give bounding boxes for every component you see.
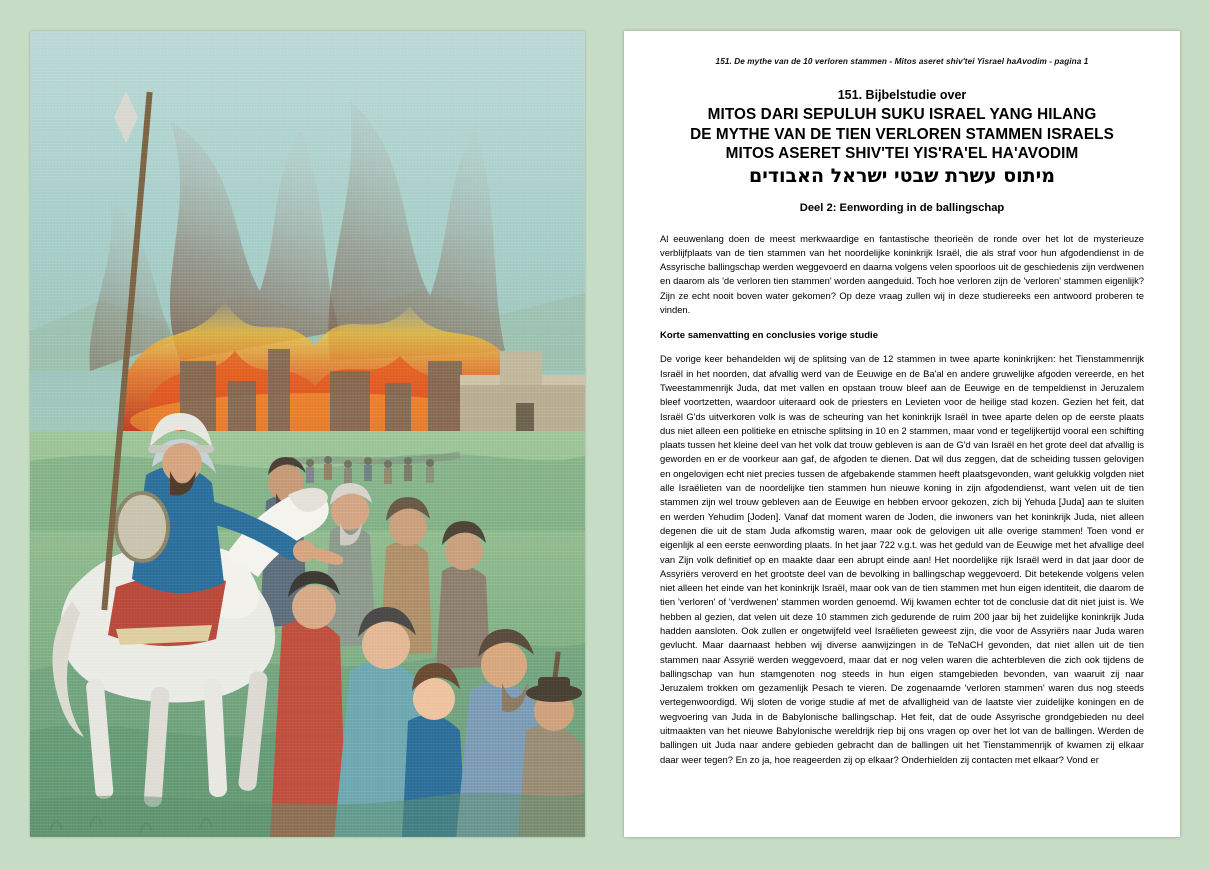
page-title-transliteration: MITOS ASERET SHIV'TEI YIS'RA'EL HA'AVODIM	[725, 145, 1079, 163]
intro-paragraph: Al eeuwenlang doen de meest merkwaardige en fantastische theorieën de ronde over het lot de mysterieuze verblijfplaats van de tien stammen van het noordelijke koninkrijk Israël, die als straf voor hun afgodendienst in de Assyrische ballingschap werden weggevoerd en daarna volgens velen spoorloos uit de geschiedenis zijn verdwenen en daarom als 'de verloren tien stammen' worden aangeduid. Toch hoe verloren zijn de 'verloren' stammen eigenlijk? Zijn ze echt nooit boven water gekomen? Op deze vraag zullen wij in deze studiereeks een antwoord proberen te vinden.	[660, 232, 1144, 316]
main-paragraph: De vorige keer behandelden wij de splitsing van de 12 stammen in twee aparte koninkrijken: het Tienstammenrijk Israël in het noorden, dat afvallig werd van de Eeuwige en de Ba'al en andere gruwelijke afgoden vereerde, en het Tweestammenrijk Juda, dat met vallen en opstaan trouw bleef aan de Eeuwige en de tempeldienst in Jeruzalem bleef voortzetten, waardoor uiteraard ook de priesters en Levieten voor de heilige stad kozen. Gezien het feit, dat Israël G'ds uitverkoren volk is was de scheuring van het koninkrijk Israël in twee aparte delen op de eerste plaats dus niet alleen een politieke en etnische splitsing in 10 en 2 stammen, maar vond er tegelijkertijd vooral een schifting plaats tussen het kleine deel van het volk dat trouw gebleven is aan de G'd van Israël en het grote deel dat afvallig is geworden en er de voorkeur aan gaf, de afgoden te dienen. Dat wil dus zeggen, dat de scheiding tussen gelovigen en ongelovigen echt niet precies tussen de afgebakende stammen heeft plaatsgevonden, want gelukkig volgden niet alle Israëlieten van de noordelijke tien stammen hun nieuwe koning in zijn afgodendienst, want velen uit de tien stammen zijn wel trouw gebleven aan de Eeuwige en hebben ervoor gekozen, zich bij Yehuda [Juda] aan te sluiten en werden Yehudim [Joden]. Vanaf dat moment waren de Joden, die inwoners van het koninkrijk Juda, niet alleen degenen die uit de stam Juda afkomstig waren, maar ook de gelovigen uit alle overige stammen! Toen vond er eigenlijk al een eerste eenwording plaats. In het jaar 722 v.g.t. was het geduld van de Eeuwige met het afvallige deel van Zijn volk definitief op en maakte daar een abrupt einde aan! Het noordelijke rijk Israël werd in dat jaar door de Assyriërs veroverd en het grootste deel van de bevolking in ballingschap weggevoerd. Dit betekende volgens velen niet alleen het einde van het koninkrijk Israël, maar ook van de tien stammen met hun eigen identiteit, die daarom de tien 'verloren' of 'verdwenen' stammen worden genoemd. Wij kwamen echter tot de conclusie dat dit niet juist is. We hebben al gezien, dat velen uit deze 10 stammen zich gedurende de ruim 200 jaar bij het zuidelijke koninkrijk Juda hadden aansloten. Ook zullen er ongetwijfeld veel Israëlieten geweest zijn, die voor de Assyriërs naar Juda waren gevlucht. Maar daarnaast hebben wij diverse aanwijzingen in de TeNaCH gevonden, dat niet allen uit de tien stammen naar Assyrië werden weggevoerd, maar dat er nog velen waren die achterbleven die zich ook tijdens de ballingschap van hun stamgenoten nog steeds in hun eigen stamgebieden bevonden, van waaruit zij naar Jeruzalem trokken om gezamenlijk Pesach te vieren. De zogenaamde 'verloren stammen' waren dus nog steeds vertegenwoordigd. Wij sloten de vorige studie af met de afvalligheid van de laatste vier zuidelijke koningen en de wegvoering van Juda in de Babylonische ballingschap. Het feit, dat de oude Assyrische grondgebieden nu deel uitmaakten van het nieuwe Babylonische wereldrijk riep bij ons vragen op over het lot van de ballingen. Werden de ballingen uit Juda naar andere gebieden gebracht dan de ballingen uit het Tienstammenrijk of kwamen zij elkaar daar weer tegen? En zo ja, hoe reageerden zij op elkaar? Onderhielden zij contacten met elkaar? Vond er	[660, 353, 1144, 765]
page-title-indonesian: MITOS DARI SEPULUH SUKU ISRAEL YANG HILANG	[707, 106, 1097, 123]
illustration-artwork	[30, 31, 585, 837]
page-title-dutch: DE MYTHE VAN DE TIEN VERLOREN STAMMEN ISRAELS	[690, 125, 1114, 143]
title-block	[660, 88, 1144, 188]
page-title-line-1: 151. Bijbelstudie over	[837, 88, 967, 102]
document-page	[624, 31, 1180, 837]
page-subtitle: Deel 2: Eenwording in de ballingschap	[799, 201, 1005, 214]
illustration-panel	[30, 31, 585, 837]
running-header: 151. De mythe van de 10 verloren stammen - Mitos aseret shiv'tei Yisrael haAvodim - pagina 1	[715, 57, 1089, 66]
page-title-hebrew: מיתוס עשרת שבטי ישראל האבודים	[749, 164, 1055, 187]
section-heading: Korte samenvatting en conclusies vorige studie	[660, 330, 879, 342]
